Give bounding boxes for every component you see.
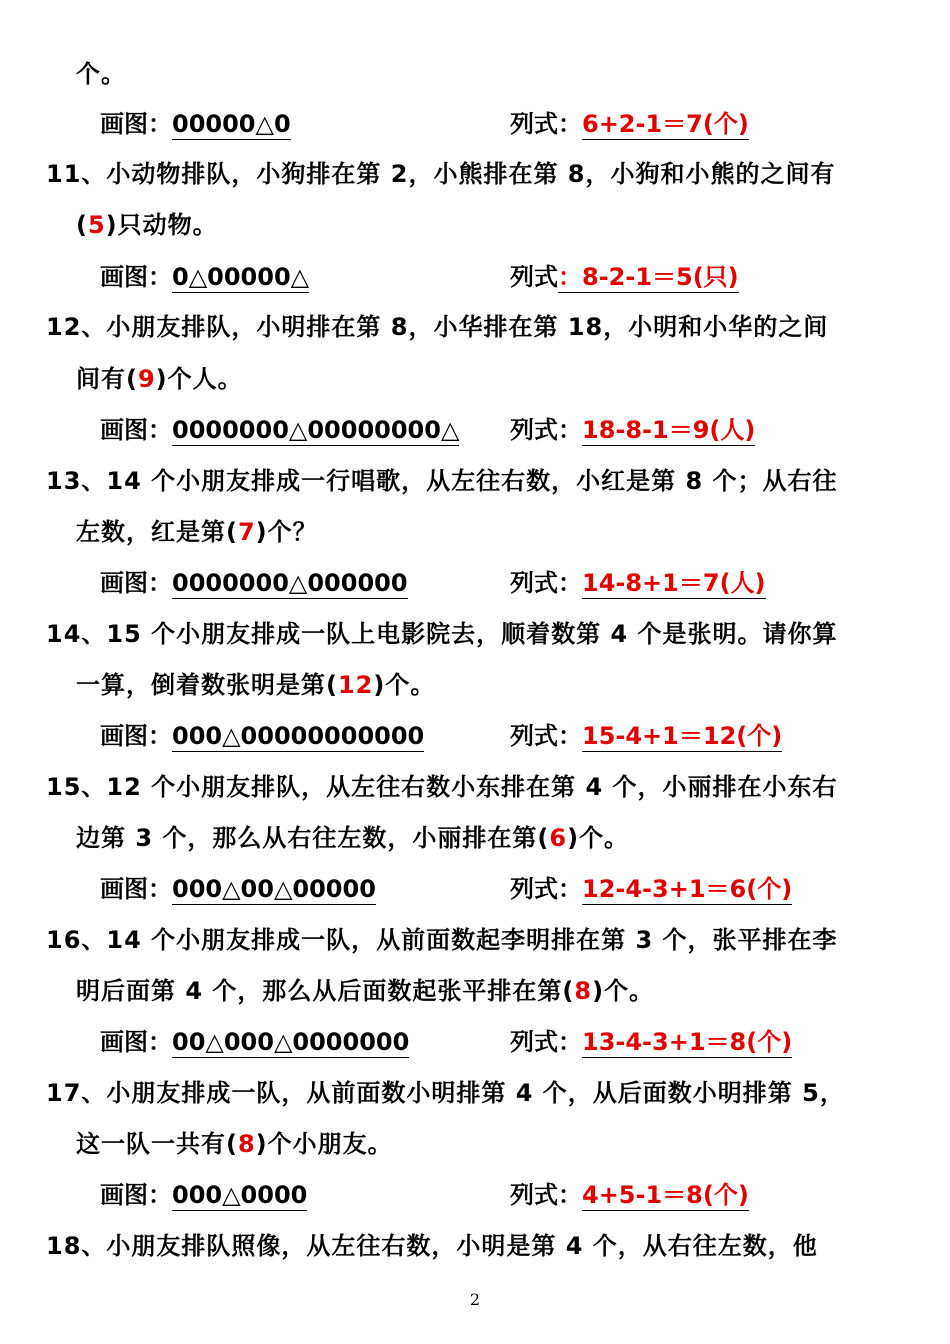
question-17: 17、小朋友排成一队，从前面数小明排第 4 个，从后面数小明排第 5， xyxy=(46,1079,845,1107)
question-16: 16、14 个小朋友排成一队，从前面数起李明排在第 3 个，张平排在李 xyxy=(46,926,838,954)
formula-label: 列式： xyxy=(510,569,582,597)
formula: 12-4-3+1＝6(个) xyxy=(582,875,793,903)
page-number: 2 xyxy=(469,1290,481,1309)
drawing-line xyxy=(0,251,950,303)
formula: 18-8-1＝9(人) xyxy=(582,416,756,444)
formula: 15-4+1＝12(个) xyxy=(582,722,783,750)
formula-label: 列式 xyxy=(510,263,558,291)
formula-label: 列式： xyxy=(510,110,582,138)
diagram: 000△00000000000 xyxy=(172,722,425,750)
question-line: 间有(9)个人。 xyxy=(76,365,243,393)
question-18: 18、小朋友排队照像，从左往右数，小明是第 4 个，从右往左数，他 xyxy=(46,1232,818,1260)
draw-label: 画图： xyxy=(100,263,172,291)
diagram: 0000000△000000 xyxy=(172,569,408,597)
draw-label: 画图： xyxy=(100,722,172,750)
question-11: 11、小动物排队，小狗排在第 2，小熊排在第 8，小狗和小熊的之间有 xyxy=(46,160,836,188)
formula-label: 列式： xyxy=(510,1181,582,1209)
formula-label: 列式： xyxy=(510,722,582,750)
diagram: 0△00000△ xyxy=(172,263,310,291)
formula: 14-8+1＝7(人) xyxy=(582,569,766,597)
formula-label: 列式： xyxy=(510,875,582,903)
question-14: 14、15 个小朋友排成一队上电影院去，顺着数第 4 个是张明。请你算 xyxy=(46,620,838,648)
answer: 6 xyxy=(549,824,568,852)
diagram: 00000△0 xyxy=(172,110,291,138)
answer: 7 xyxy=(237,518,256,546)
question-line: 明后面第 4 个，那么从后面数起张平排在第(8)个。 xyxy=(76,977,655,1005)
formula-label: 列式： xyxy=(510,416,582,444)
question-15: 15、12 个小朋友排队，从左往右数小东排在第 4 个，小丽排在小东右 xyxy=(46,773,838,801)
question-line: 左数，红是第(7)个？ xyxy=(76,518,318,546)
diagram: 000△00△00000 xyxy=(172,875,376,903)
draw-label: 画图： xyxy=(100,416,172,444)
formula: ：8-2-1＝5(只) xyxy=(558,263,739,291)
formula: 13-4-3+1＝8(个) xyxy=(582,1028,793,1056)
draw-label: 画图： xyxy=(100,1181,172,1209)
answer: 5 xyxy=(87,211,106,239)
question-line: 一算，倒着数张明是第(12)个。 xyxy=(76,671,436,699)
diagram: 00△000△0000000 xyxy=(172,1028,410,1056)
draw-label: 画图： xyxy=(100,110,172,138)
drawing-line xyxy=(0,404,950,456)
question-13: 13、14 个小朋友排成一行唱歌，从左往右数，小红是第 8 个；从右往 xyxy=(46,467,838,495)
drawing-line xyxy=(0,557,950,609)
drawing-line xyxy=(0,1169,950,1221)
draw-label: 画图： xyxy=(100,569,172,597)
question-line: 边第 3 个，那么从右往左数，小丽排在第(6)个。 xyxy=(76,824,630,852)
drawing-line xyxy=(0,710,950,762)
question-12: 12、小朋友排队，小明排在第 8，小华排在第 18，小明和小华的之间 xyxy=(46,313,829,341)
answer: 8 xyxy=(237,1130,256,1158)
formula-label: 列式： xyxy=(510,1028,582,1056)
answer: 8 xyxy=(574,977,593,1005)
diagram: 000△0000 xyxy=(172,1181,308,1209)
question-line: (5)只动物。 xyxy=(76,211,218,239)
formula: 4+5-1＝8(个) xyxy=(582,1181,749,1209)
drawing-line xyxy=(0,1016,950,1068)
drawing-line xyxy=(0,863,950,915)
draw-label: 画图： xyxy=(100,875,172,903)
answer: 12 xyxy=(337,671,374,699)
draw-label: 画图： xyxy=(100,1028,172,1056)
question-line: 这一队一共有(8)个小朋友。 xyxy=(76,1130,393,1158)
formula: 6+2-1＝7(个) xyxy=(582,110,749,138)
diagram: 0000000△00000000△ xyxy=(172,416,460,444)
text-line: 个。 xyxy=(76,60,126,88)
drawing-line xyxy=(0,98,950,150)
answer: 9 xyxy=(137,365,156,393)
